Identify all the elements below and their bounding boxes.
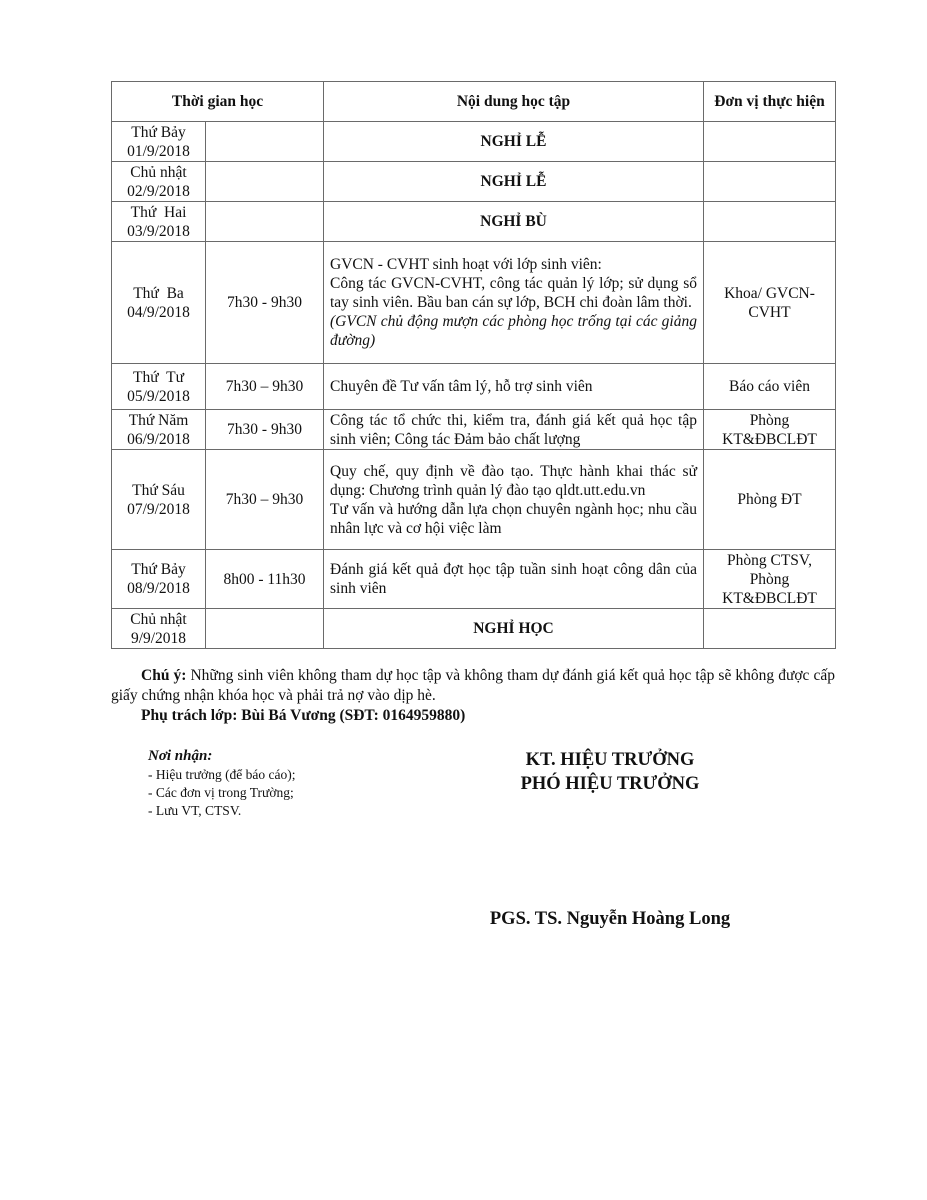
day-name: Thứ Bảy (131, 123, 186, 141)
time-cell (206, 609, 324, 649)
content-cell: NGHỈ BÙ (324, 202, 704, 242)
content-line: Quy chế, quy định về đào tạo. Thực hành khai thác sử dụng: Chương trình quản lý đào tạo qldt.utt.edu.vn (330, 462, 697, 499)
unit-cell: Khoa/ GVCN-CVHT (704, 242, 836, 364)
time-cell: 7h30 – 9h30 (206, 364, 324, 410)
time-cell: 7h30 - 9h30 (206, 242, 324, 364)
class-contact: Phụ trách lớp: Bùi Bá Vương (SĐT: 0164959880) (141, 707, 466, 724)
time-cell: 7h30 – 9h30 (206, 450, 324, 550)
recipient-item: - Hiệu trưởng (để báo cáo); (148, 767, 296, 782)
day-name: Thứ Bảy (131, 561, 186, 578)
header-time: Thời gian học (112, 82, 324, 122)
table-row (112, 364, 836, 410)
signature-title-line1: KT. HIỆU TRƯỞNG (525, 750, 695, 770)
table-row (112, 410, 836, 450)
unit-cell (704, 162, 836, 202)
day-date: 07/9/2018 (127, 500, 190, 518)
schedule-table (111, 81, 836, 649)
table-row (112, 162, 836, 202)
note-label: Chú ý: (141, 667, 187, 684)
time-cell: 8h00 - 11h30 (206, 550, 324, 609)
content-cell: Chuyên đề Tư vấn tâm lý, hỗ trợ sinh viên (324, 364, 704, 410)
time-cell (206, 202, 324, 242)
day-date: 03/9/2018 (127, 222, 190, 240)
table-row (112, 242, 836, 364)
day-cell (112, 122, 206, 162)
day-date: 02/9/2018 (127, 182, 190, 200)
time-cell (206, 122, 324, 162)
note-paragraph (111, 666, 835, 706)
content-cell: NGHỈ HỌC (324, 609, 704, 649)
day-cell (112, 450, 206, 550)
day-name: Chủ nhật (130, 610, 187, 628)
content-note: (GVCN chủ động mượn các phòng học trống tại các giảng đường) (330, 313, 697, 349)
time-cell (206, 162, 324, 202)
day-cell (112, 162, 206, 202)
time-cell: 7h30 - 9h30 (206, 410, 324, 450)
content-cell: NGHỈ LỄ (324, 162, 704, 202)
header-content: Nội dung học tập (324, 82, 704, 122)
content-cell: NGHỈ LỄ (324, 122, 704, 162)
day-name: Thứ Ba (133, 284, 184, 302)
table-row (112, 609, 836, 649)
day-date: 04/9/2018 (127, 303, 190, 321)
unit-cell (704, 202, 836, 242)
signature-block (460, 748, 760, 796)
table-row (112, 450, 836, 550)
table-row (112, 122, 836, 162)
day-date: 01/9/2018 (127, 142, 190, 160)
content-cell (324, 242, 704, 364)
unit-cell: Phòng ĐT (704, 450, 836, 550)
day-name: Chủ nhật (130, 163, 187, 181)
day-date: 08/9/2018 (127, 580, 190, 597)
content-line: GVCN - CVHT sinh hoạt với lớp sinh viên: (330, 256, 602, 273)
day-date: 9/9/2018 (130, 629, 187, 647)
day-cell (112, 202, 206, 242)
day-name: Thứ Tư (133, 368, 184, 386)
day-date: 06/9/2018 (127, 430, 190, 448)
note-section (111, 666, 835, 726)
day-date: 05/9/2018 (127, 387, 190, 405)
day-name: Thứ Hai (130, 203, 187, 221)
unit-cell: Phòng CTSV, Phòng KT&ĐBCLĐT (704, 550, 836, 609)
table-row (112, 202, 836, 242)
day-cell (112, 609, 206, 649)
unit-cell (704, 609, 836, 649)
signature-title-line2: PHÓ HIỆU TRƯỞNG (520, 774, 700, 794)
day-name: Thứ Sáu (132, 481, 185, 499)
content-cell: Đánh giá kết quả đợt học tập tuần sinh hoạt công dân của sinh viên (324, 550, 704, 609)
recipient-item: - Lưu VT, CTSV. (148, 803, 242, 818)
day-cell (112, 410, 206, 450)
recipients-section (148, 747, 296, 820)
table-row (112, 550, 836, 609)
header-unit: Đơn vị thực hiện (704, 82, 836, 122)
unit-cell: Báo cáo viên (704, 364, 836, 410)
day-cell (112, 242, 206, 364)
note-text: Những sinh viên không tham dự học tập và không tham dự đánh giá kết quả học tập sẽ không được cấp giấy chứng nhận khóa học và phải trả nợ vào dịp hè. (111, 667, 835, 704)
unit-cell (704, 122, 836, 162)
day-cell (112, 550, 206, 609)
day-name: Thứ Năm (128, 411, 189, 429)
content-cell (324, 450, 704, 550)
day-cell (112, 364, 206, 410)
content-cell: Công tác tổ chức thi, kiểm tra, đánh giá kết quả học tập sinh viên; Công tác Đảm bảo chất lượng (324, 410, 704, 450)
recipient-item: - Các đơn vị trong Trường; (148, 785, 294, 800)
content-line: Công tác GVCN-CVHT, công tác quản lý lớp; sử dụng sổ tay sinh viên. Bầu ban cán sự lớp, BCH chi đoàn lâm thời. (330, 275, 697, 311)
table-header-row (112, 82, 836, 122)
signer-name: PGS. TS. Nguyễn Hoàng Long (489, 909, 731, 929)
content-line: Tư vấn và hướng dẫn lựa chọn chuyên ngành học; nhu cầu nhân lực và cơ hội việc làm (330, 500, 697, 537)
recipients-title: Nơi nhận: (148, 748, 213, 764)
unit-cell: Phòng KT&ĐBCLĐT (704, 410, 836, 450)
